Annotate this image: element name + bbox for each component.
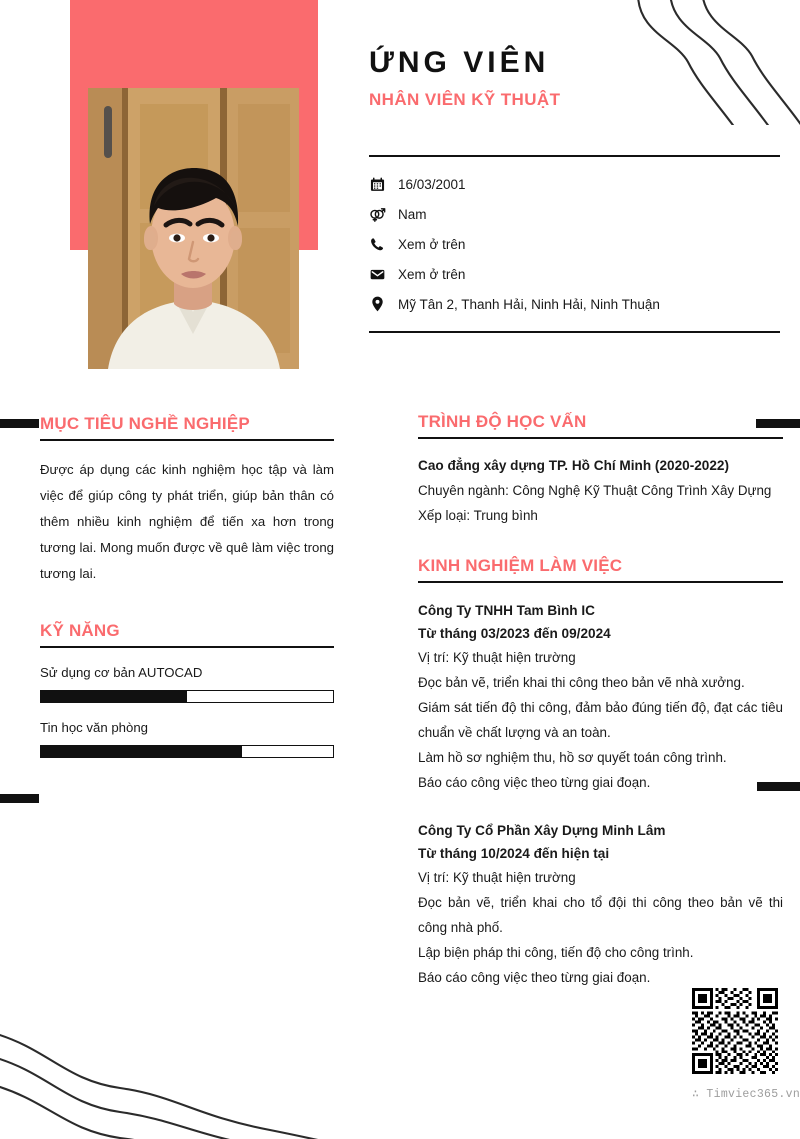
experience-dates: Từ tháng 10/2024 đến hiện tại bbox=[418, 846, 610, 861]
skills-title: KỸ NĂNG bbox=[40, 621, 120, 640]
experience-entry bbox=[418, 819, 783, 990]
contact-row-gender bbox=[369, 199, 780, 229]
footer-brand-block bbox=[692, 988, 800, 1101]
skills-section bbox=[40, 621, 334, 758]
education-title: TRÌNH ĐỘ HỌC VẤN bbox=[418, 412, 587, 431]
decorative-waves-bottom-left bbox=[0, 994, 330, 1139]
contact-value-phone: Xem ở trên bbox=[398, 236, 466, 252]
experience-detail: Đọc bản vẽ, triển khai thi công theo bản vẽ nhà xưởng. bbox=[418, 675, 745, 690]
experience-rule bbox=[418, 581, 783, 583]
experience-section bbox=[418, 556, 783, 990]
email-icon bbox=[369, 267, 386, 282]
skill-bar-track bbox=[40, 745, 334, 758]
contact-row-phone bbox=[369, 229, 780, 259]
education-school: Cao đẳng xây dựng TP. Hồ Chí Minh (2020-2022) bbox=[418, 458, 729, 473]
skill-name: Tin học văn phòng bbox=[40, 720, 149, 735]
contact-block bbox=[369, 155, 780, 333]
experience-company: Công Ty TNHH Tam Bình IC bbox=[418, 603, 595, 618]
candidate-role: NHÂN VIÊN KỸ THUẬT bbox=[369, 89, 561, 109]
contact-value-email: Xem ở trên bbox=[398, 266, 466, 282]
objective-section bbox=[40, 414, 334, 587]
skill-bar-fill bbox=[41, 746, 242, 757]
gender-icon bbox=[369, 206, 386, 222]
contact-divider-bottom bbox=[369, 331, 780, 333]
header bbox=[369, 46, 779, 110]
contact-row-birthdate bbox=[369, 169, 780, 199]
right-column bbox=[418, 412, 783, 990]
skill-name: Sử dụng cơ bản AUTOCAD bbox=[40, 665, 203, 680]
candidate-name: ỨNG VIÊN bbox=[369, 46, 550, 79]
experience-detail: Đọc bản vẽ, triển khai cho tổ đội thi công theo bản vẽ thi công nhà phố. bbox=[418, 895, 783, 935]
qr-code[interactable] bbox=[692, 988, 778, 1074]
contact-row-email bbox=[369, 259, 780, 289]
contact-row-address bbox=[369, 289, 780, 319]
experience-company: Công Ty Cổ Phần Xây Dựng Minh Lâm bbox=[418, 823, 666, 838]
experience-detail: Giám sát tiến độ thi công, đảm bảo đúng tiến độ, đạt các tiêu chuẩn về chất lượng và an toàn. bbox=[418, 700, 783, 740]
education-rank: Xếp loại: Trung bình bbox=[418, 508, 538, 523]
education-entry bbox=[418, 454, 783, 528]
education-section bbox=[418, 412, 783, 528]
experience-detail: Vị trí: Kỹ thuật hiện trường bbox=[418, 650, 576, 665]
left-column bbox=[40, 414, 334, 758]
objective-rule bbox=[40, 439, 334, 441]
education-major: Chuyên ngành: Công Nghệ Kỹ Thuật Công Trình Xây Dựng bbox=[418, 483, 772, 498]
skill-bar-fill bbox=[41, 691, 187, 702]
experience-detail: Vị trí: Kỹ thuật hiện trường bbox=[418, 870, 576, 885]
contact-value-gender: Nam bbox=[398, 206, 427, 222]
skill-item bbox=[40, 720, 334, 758]
decorative-tick-left-bottom bbox=[0, 794, 39, 803]
contact-value-address: Mỹ Tân 2, Thanh Hải, Ninh Hải, Ninh Thuận bbox=[398, 296, 660, 312]
experience-dates: Từ tháng 03/2023 đến 09/2024 bbox=[418, 626, 611, 641]
objective-title: MỤC TIÊU NGHỀ NGHIỆP bbox=[40, 414, 250, 433]
experience-detail: Làm hồ sơ nghiệm thu, hồ sơ quyết toán công trình. bbox=[418, 750, 727, 765]
skill-bar-track bbox=[40, 690, 334, 703]
skills-rule bbox=[40, 646, 334, 648]
decorative-tick-left-top bbox=[0, 419, 39, 428]
contact-list bbox=[369, 157, 780, 321]
objective-text: Được áp dụng các kinh nghiệm học tập và làm việc để giúp công ty phát triển, giúp bản thân có thêm nhiều kinh nghiệm để tiến xa hơn trong tương lai. Mong muốn được về quê làm việc trong tương lai. bbox=[40, 462, 334, 581]
calendar-icon bbox=[369, 177, 386, 192]
contact-value-birthdate: 16/03/2001 bbox=[398, 176, 466, 192]
experience-title: KINH NGHIỆM LÀM VIỆC bbox=[418, 556, 623, 575]
skill-item bbox=[40, 665, 334, 703]
candidate-photo bbox=[88, 88, 299, 369]
education-rule bbox=[418, 437, 783, 439]
phone-icon bbox=[369, 237, 386, 252]
location-icon bbox=[369, 296, 386, 312]
brand-text: ∴ Timviec365.vn bbox=[692, 1088, 800, 1101]
experience-detail: Báo cáo công việc theo từng giai đoạn. bbox=[418, 775, 651, 790]
experience-entry bbox=[418, 599, 783, 795]
experience-detail: Báo cáo công việc theo từng giai đoạn. bbox=[418, 970, 651, 985]
experience-detail: Lập biện pháp thi công, tiến độ cho công trình. bbox=[418, 945, 694, 960]
